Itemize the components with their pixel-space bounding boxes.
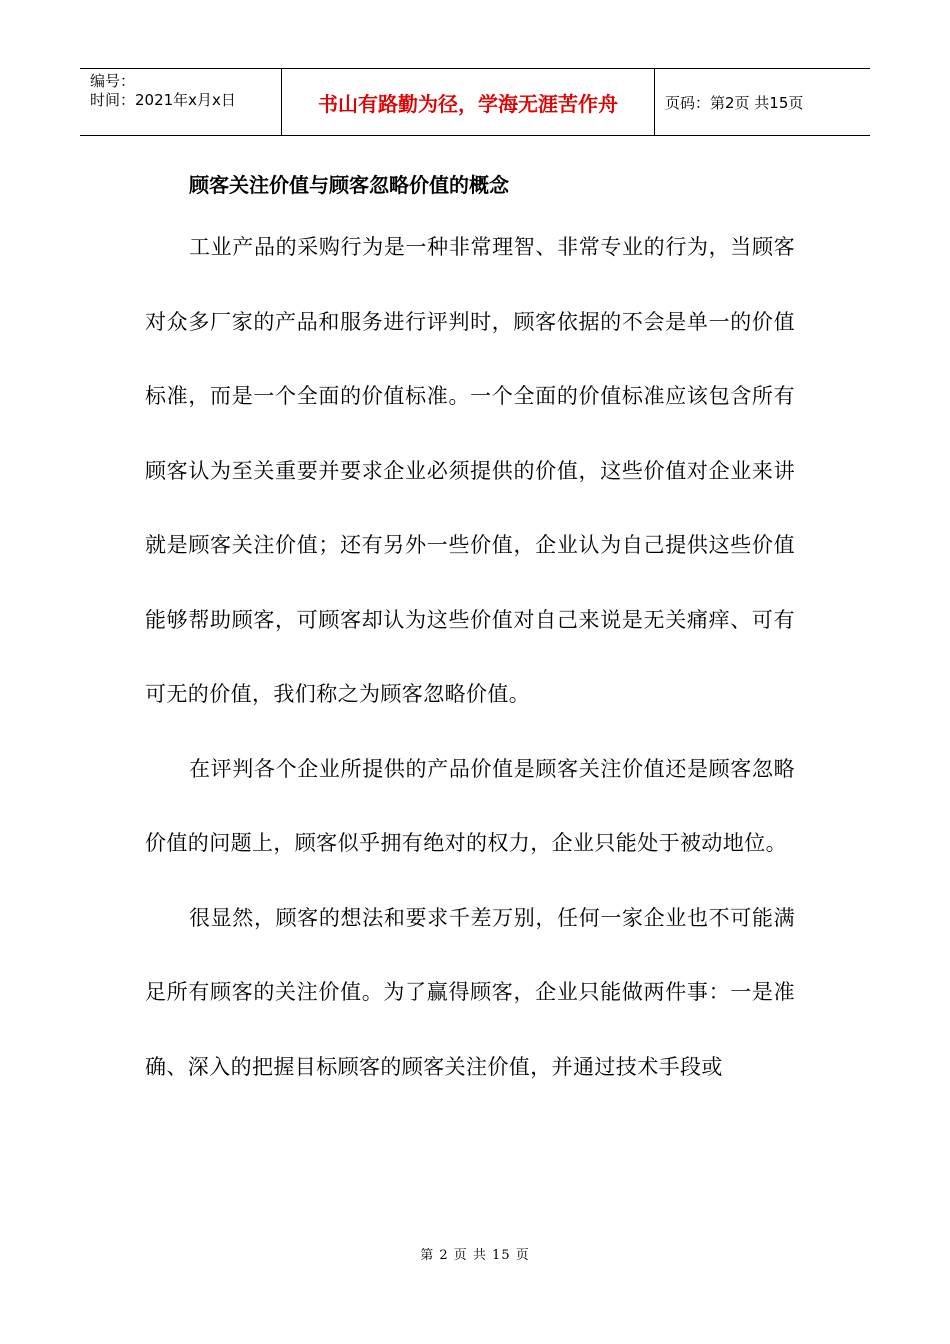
header-motto: 书山有路勤为径，学海无涯苦作舟 bbox=[282, 69, 655, 135]
header-meta bbox=[80, 69, 282, 135]
page-footer: 第 2 页 共 15 页 bbox=[420, 1248, 530, 1263]
paragraph: 很显然，顾客的想法和要求千差万别，任何一家企业也不可能满足所有顾客的关注价值。为了赢得顾客，企业只能做两件事：一是准确、深入的把握目标顾客的顾客关注价值，并通过技术手段或 bbox=[145, 905, 795, 1079]
paragraph: 在评判各个企业所提供的产品价值是顾客关注价值还是顾客忽略价值的问题上，顾客似乎拥有绝对的权力，企业只能处于被动地位。 bbox=[145, 756, 795, 855]
header-page-info: 页码：第2页 共15页 bbox=[665, 93, 804, 112]
document-header bbox=[80, 68, 870, 136]
document-body bbox=[145, 160, 795, 1104]
document-title: 顾客关注价值与顾客忽略价值的概念 bbox=[189, 173, 509, 197]
document-time-label: 时间：2021年x月x日 bbox=[90, 91, 236, 109]
paragraph: 工业产品的采购行为是一种非常理智、非常专业的行为，当顾客对众多厂家的产品和服务进行评判时，顾客依据的不会是单一的价值标准，而是一个全面的价值标准。一个全面的价值标准应该包含所有顾客认为至关重要并要求企业必须提供的价值，这些价值对企业来讲就是顾客关注价值；还有另外一些价值，企业认为自己提供这些价值能够帮助顾客，可顾客却认为这些价值对自己来说是无关痛痒、可有可无的价值，我们称之为顾客忽略价值。 bbox=[145, 235, 795, 706]
document-number-label: 编号： bbox=[90, 72, 136, 90]
